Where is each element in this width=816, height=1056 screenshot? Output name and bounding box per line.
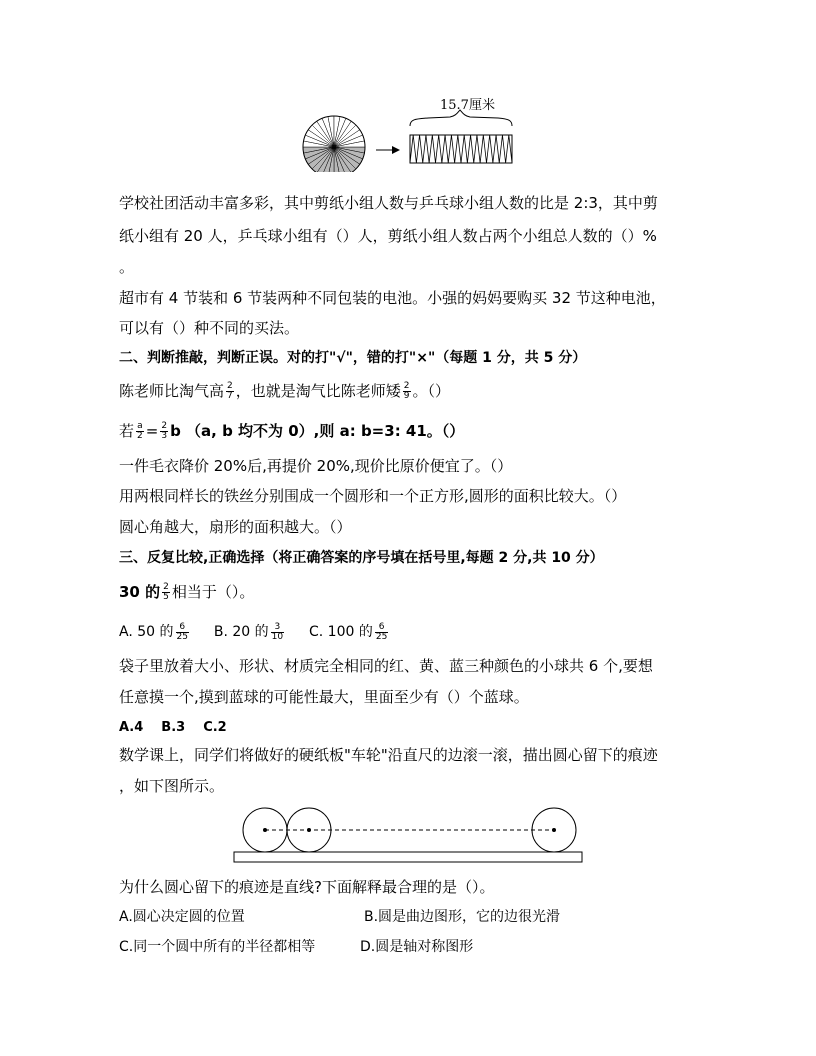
judge-3: 一件毛衣降价 20%后,再提价 20%,现价比原价便宜了。（） bbox=[119, 457, 513, 475]
circle-rearrange-figure bbox=[300, 92, 520, 172]
choice-1-option-b: B. 20 的 bbox=[213, 624, 269, 640]
fraction-numerator: 6 bbox=[375, 623, 388, 633]
choice-2-option-b: B.3 bbox=[161, 720, 186, 735]
fraction bbox=[271, 623, 284, 642]
choice-3-option-c: C.同一个圆中所有的半径都相等 bbox=[119, 939, 316, 955]
equals-sign: = bbox=[145, 422, 159, 440]
judge-5: 圆心角越大，扇形的面积越大。（） bbox=[119, 518, 352, 536]
choice-3-option-d: D.圆是轴对称图形 bbox=[360, 939, 474, 955]
fraction-denominator: 5 bbox=[163, 592, 169, 602]
choice-1-post: 相当于（）。 bbox=[171, 583, 255, 601]
section2-heading: 二、判断推敲，判断正误。对的打"√"，错的打"×"（每题 1 分，共 5 分） bbox=[119, 350, 587, 366]
choice-1-options bbox=[119, 622, 390, 642]
fraction-denominator: 25 bbox=[176, 631, 188, 642]
choice-1-option-c: C. 100 的 bbox=[309, 624, 373, 640]
choice-1 bbox=[119, 582, 254, 602]
fraction-numerator: 2 bbox=[163, 582, 169, 592]
q-club-line1: 学校社团活动丰富多彩，其中剪纸小组人数与乒乓球小组人数的比是 2:3，其中剪 bbox=[119, 194, 658, 212]
judge-1-pre: 陈老师比淘气高 bbox=[119, 382, 225, 400]
fraction bbox=[162, 583, 170, 602]
choice-2-option-c: C.2 bbox=[203, 720, 227, 735]
choice-3-option-a: A.圆心决定圆的位置 bbox=[119, 909, 245, 925]
fraction bbox=[403, 382, 411, 401]
fraction-numerator: a bbox=[137, 421, 143, 431]
q-battery-line2: 可以有（）种不同的买法。 bbox=[119, 319, 300, 337]
fraction bbox=[375, 623, 388, 642]
fraction bbox=[160, 422, 168, 441]
fraction bbox=[176, 623, 189, 642]
choice-1-option-a: A. 50 的 bbox=[119, 624, 174, 640]
fraction-numerator: 3 bbox=[271, 623, 284, 633]
fraction-numerator: 6 bbox=[176, 623, 189, 633]
choice-3-line1: 数学课上，同学们将做好的硬纸板"车轮"沿直尺的边滚一滚，描出圆心留下的痕迹 bbox=[119, 746, 658, 764]
fraction-denominator: 2 bbox=[137, 431, 143, 441]
wheel-trace-diagram bbox=[230, 804, 586, 866]
choice-1-pre: 30 的 bbox=[119, 583, 161, 601]
fraction-denominator: 7 bbox=[227, 391, 233, 401]
fraction-numerator: 2 bbox=[161, 421, 168, 431]
fraction-denominator: 10 bbox=[271, 631, 284, 642]
judge-2-pre: 若 bbox=[119, 422, 135, 440]
fraction-numerator: 2 bbox=[403, 381, 410, 391]
fraction-numerator: 2 bbox=[227, 381, 233, 391]
judge-4: 用两根同样长的铁丝分别围成一个圆形和一个正方形,圆形的面积比较大。（） bbox=[119, 487, 627, 505]
judge-2-post: b （a, b 均不为 0）,则 a: b=3: 41。（） bbox=[170, 422, 465, 440]
fraction bbox=[136, 422, 144, 441]
q-club-line2: 纸小组有 20 人，乒乓球小组有（）人，剪纸小组人数占两个小组总人数的（）% bbox=[119, 227, 657, 245]
zigzag-strip bbox=[410, 135, 512, 163]
choice-3-line2: ，如下图所示。 bbox=[119, 777, 225, 795]
choice-3-option-b: B.圆是曲边图形，它的边很光滑 bbox=[364, 909, 561, 925]
judge-2 bbox=[119, 421, 464, 441]
choice-3-question: 为什么圆心留下的痕迹是直线?下面解释最合理的是（）。 bbox=[119, 878, 495, 896]
fraction-denominator: 3 bbox=[161, 431, 168, 441]
fraction bbox=[226, 382, 234, 401]
choice-2-option-a: A.4 bbox=[119, 720, 144, 735]
q-battery-line1: 超市有 4 节装和 6 节装两种不同包装的电池。小强的妈妈要购买 32 节这种电池， bbox=[119, 289, 666, 307]
q-club-line3: 。 bbox=[119, 258, 135, 276]
rolling-wheel-figure bbox=[230, 804, 586, 866]
choice-2-line1: 袋子里放着大小、形状、材质完全相同的红、黄、蓝三种颜色的小球共 6 个,要想 bbox=[119, 657, 653, 675]
choice-2-options bbox=[119, 718, 227, 738]
judge-1-post: 。（） bbox=[412, 382, 451, 400]
judge-1-mid: ，也就是淘气比陈老师矮 bbox=[235, 382, 401, 400]
choice-2-line2: 任意摸一个,摸到蓝球的可能性最大，里面至少有（）个蓝球。 bbox=[119, 688, 529, 706]
section3-heading: 三、反复比较,正确选择（将正确答案的序号填在括号里,每题 2 分,共 10 分） bbox=[119, 550, 604, 566]
fraction-denominator: 25 bbox=[375, 631, 388, 642]
judge-1 bbox=[119, 381, 450, 401]
strip-length-label: 15.7厘米 bbox=[440, 98, 495, 113]
fraction-denominator: 9 bbox=[403, 391, 410, 401]
